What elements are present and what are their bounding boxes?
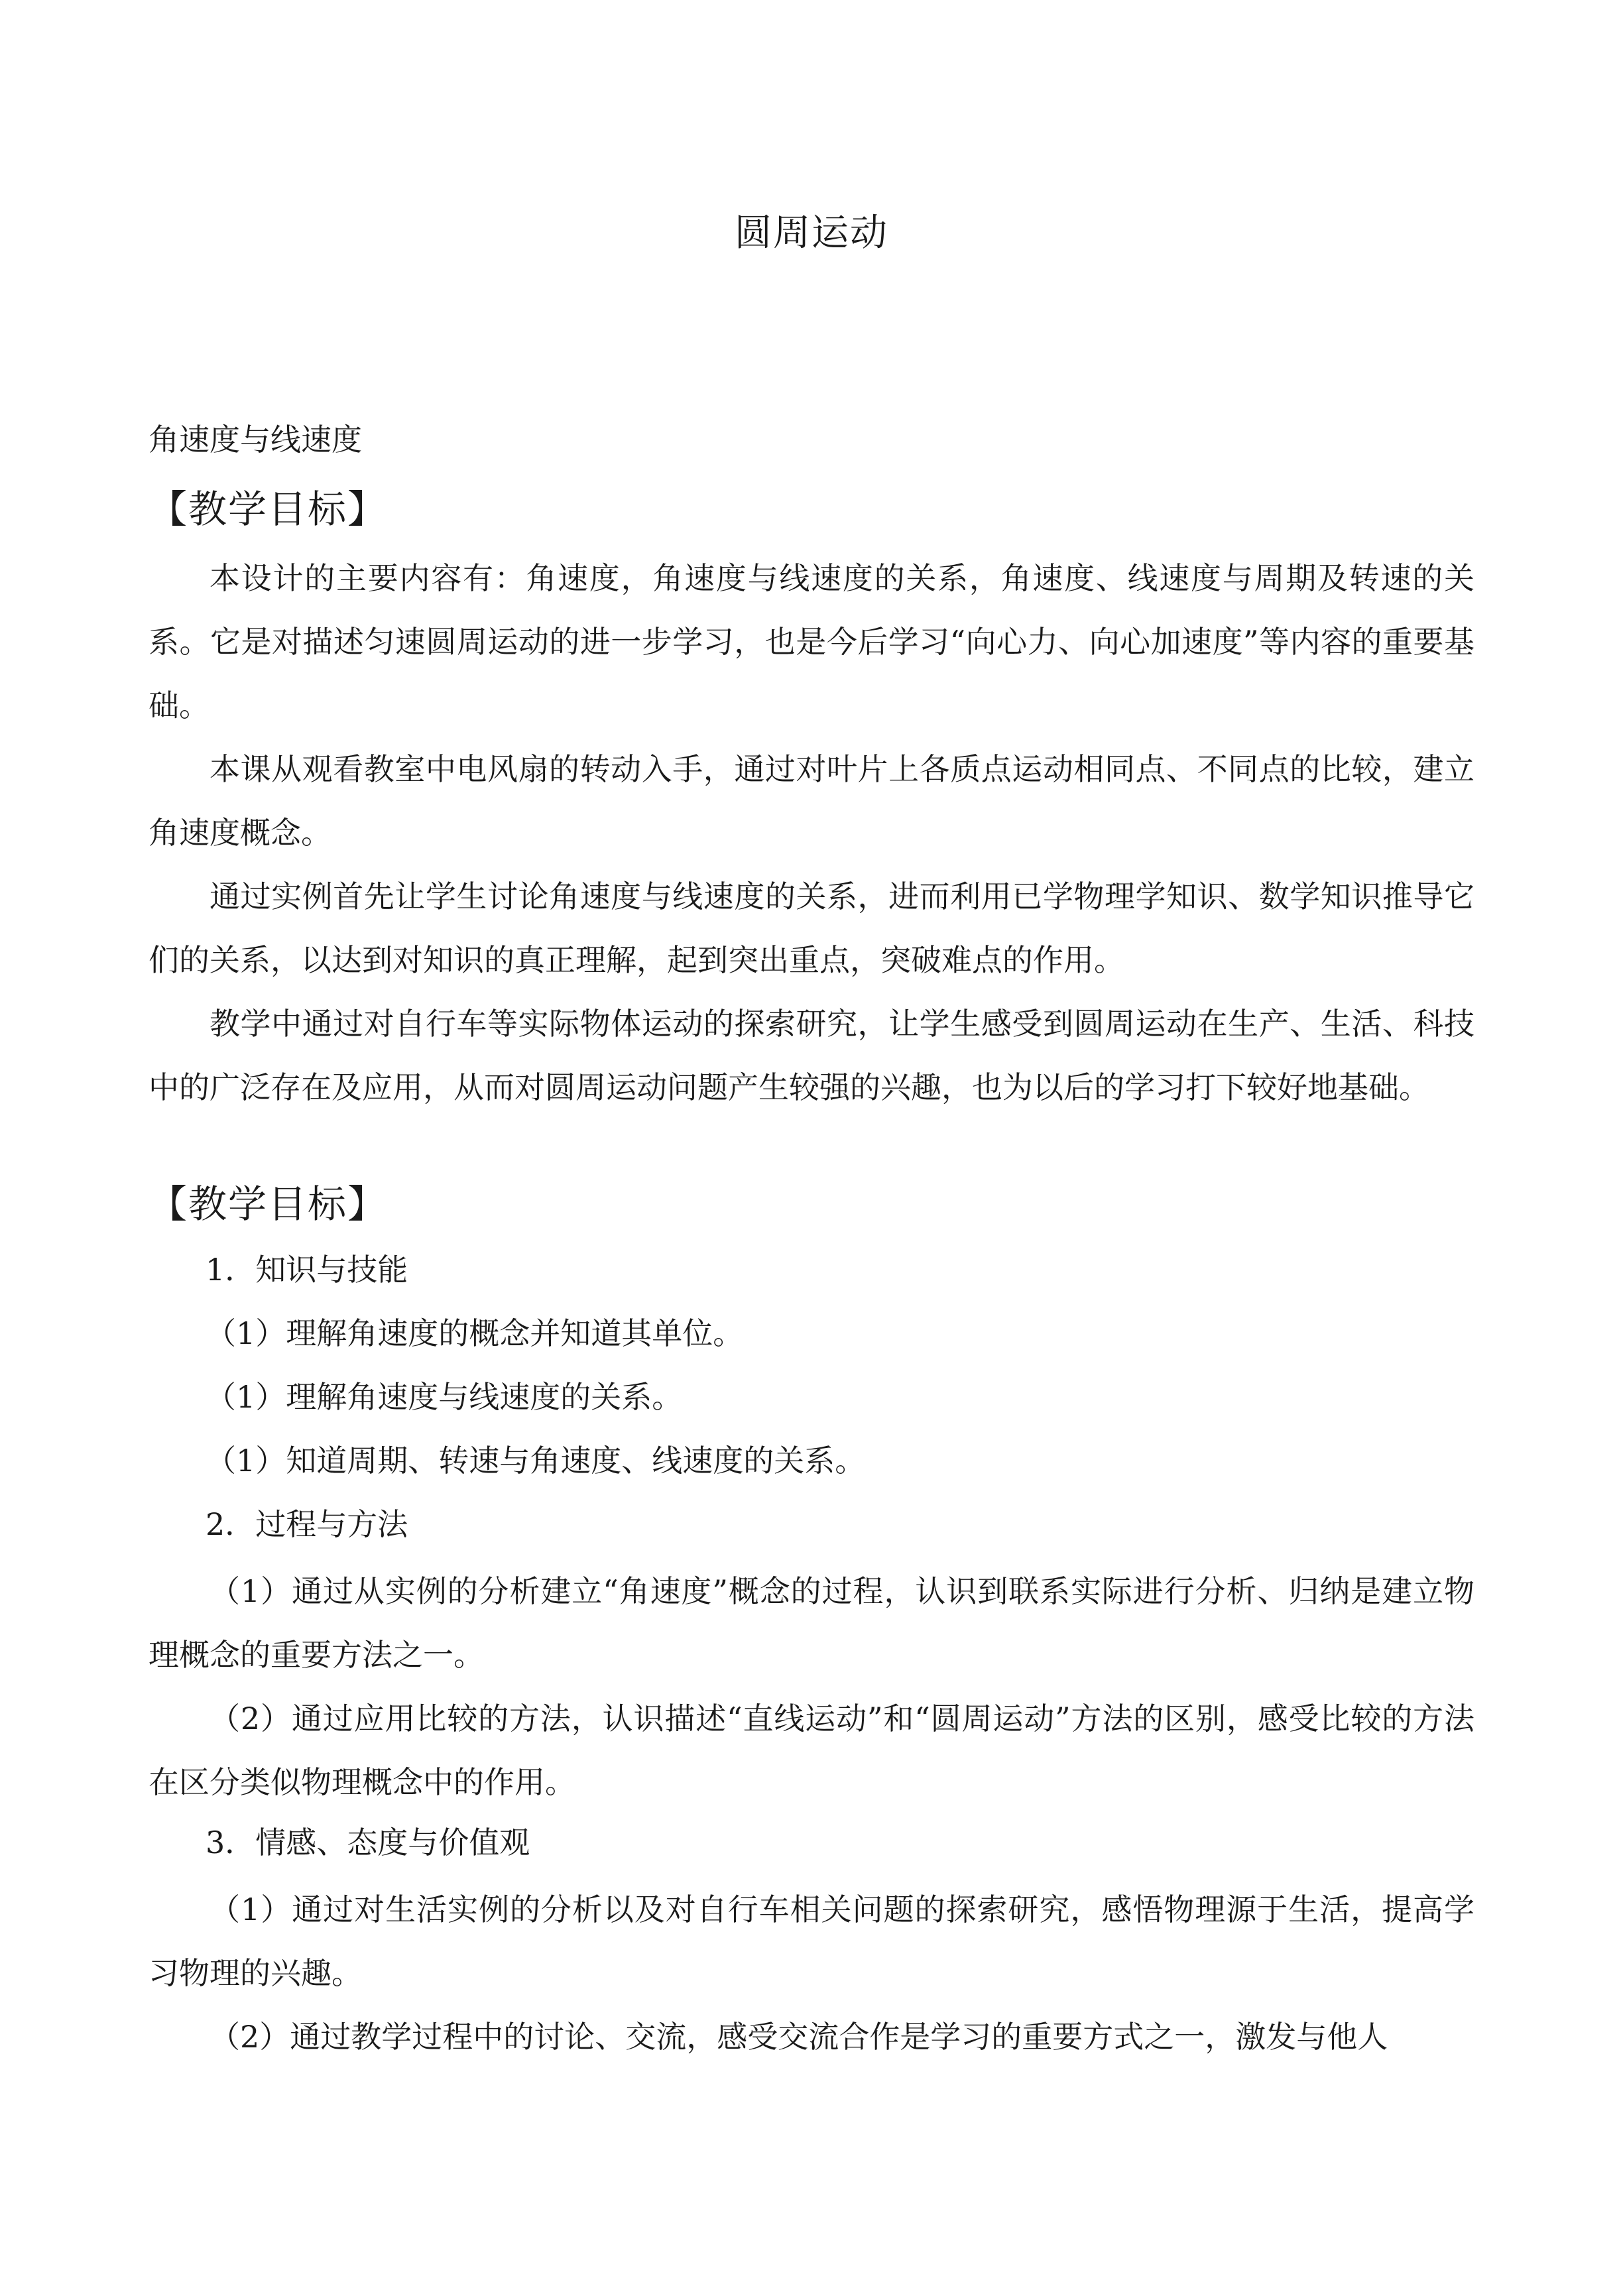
paragraph-bicycle: 教学中通过对自行车等实际物体运动的探索研究，让学生感受到圆周运动在生产、生活、科技中的广泛存在及应用，从而对圆周运动问题产生较强的兴趣，也为以后的学习打下较好地基础。 [149, 1006, 1474, 1105]
list-item: （1）通过从实例的分析建立“角速度”概念的过程，认识到联系实际进行分析、归纳是建立物理概念的重要方法之一。 [149, 1573, 1474, 1673]
section-values-label: 3．情感、态度与价值观 [206, 1825, 530, 1860]
paragraph-intro: 本设计的主要内容有：角速度，角速度与线速度的关系，角速度、线速度与周期及转速的关系。它是对描述匀速圆周运动的进一步学习，也是今后学习“向心力、向心加速度”等内容的重要基础。 [149, 560, 1474, 723]
section-knowledge-label: 1．知识与技能 [206, 1252, 408, 1288]
section-heading-goals-2: 【教学目标】 [149, 1181, 388, 1227]
list-item: （1）知道周期、转速与角速度、线速度的关系。 [206, 1443, 866, 1479]
section-process-label: 2．过程与方法 [206, 1506, 408, 1542]
paragraph-relation: 通过实例首先让学生讨论角速度与线速度的关系，进而利用已学物理学知识、数学知识推导它们的关系，以达到对知识的真正理解，起到突出重点，突破难点的作用。 [149, 878, 1474, 978]
section-heading-goals: 【教学目标】 [149, 487, 388, 532]
list-item: （2）通过应用比较的方法，认识描述“直线运动”和“圆周运动”方法的区别，感受比较的方法在区分类似物理概念中的作用。 [149, 1701, 1474, 1800]
lesson-subtitle: 角速度与线速度 [149, 422, 362, 457]
document-title: 圆周运动 [735, 211, 888, 255]
list-item: （2）通过教学过程中的讨论、交流，感受交流合作是学习的重要方式之一，激发与他人 [210, 2019, 1388, 2055]
list-item: （1）理解角速度的概念并知道其单位。 [206, 1315, 744, 1351]
paragraph-fan: 本课从观看教室中电风扇的转动入手，通过对叶片上各质点运动相同点、不同点的比较，建立角速度概念。 [149, 751, 1474, 851]
list-item: （1）通过对生活实例的分析以及对自行车相关问题的探索研究，感悟物理源于生活，提高学习物理的兴趣。 [149, 1892, 1474, 1991]
list-item: （1）理解角速度与线速度的关系。 [206, 1379, 683, 1415]
